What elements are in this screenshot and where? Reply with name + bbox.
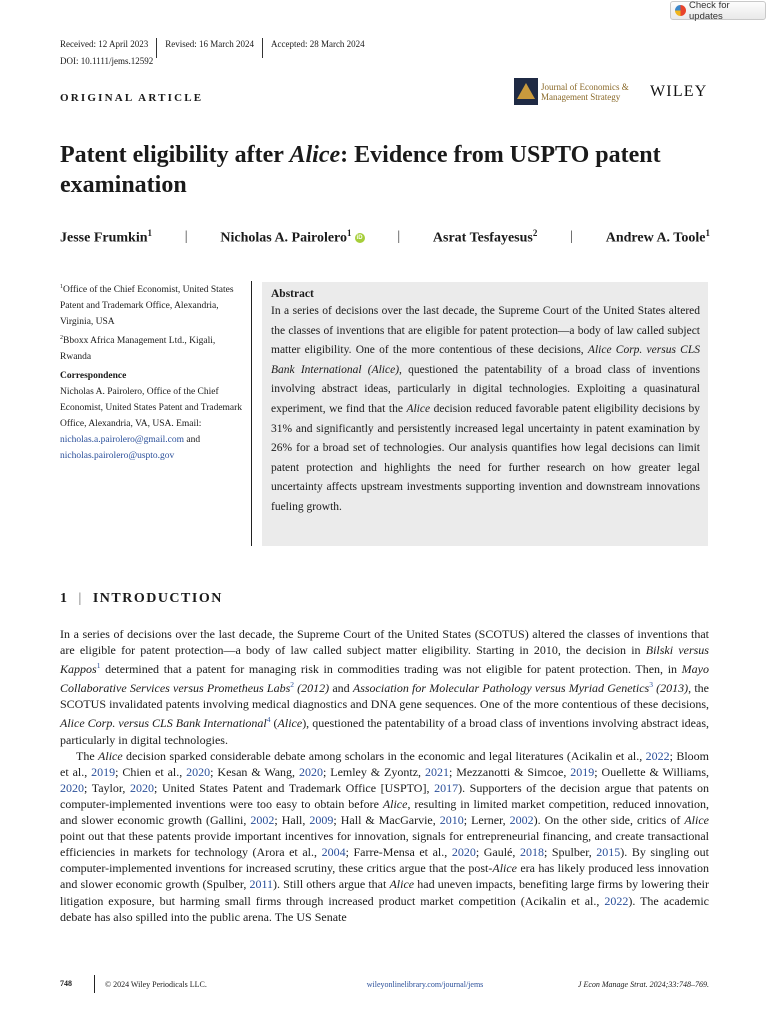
article-title: Patent eligibility after Alice: Evidence from USPTO patent examination — [60, 142, 661, 198]
citation-link[interactable]: 2004 — [321, 845, 346, 860]
abstract-heading: Abstract — [271, 288, 314, 300]
citation-link[interactable]: 2021 — [424, 764, 449, 779]
abstract-text: In a series of decisions over the last decade, the Supreme Court of the United States altered the classes of inventions that are eligible for patent protection—a body of law called subject matter eligibility. One of the more contentious of these decisions, Alice Corp. versus CLS Bank International (Alice), questioned the patentability of a broad class of inventions involving abstract ideas, particularly in digital technologies. Exploiting a quasinatural experiment, we find that the Alice decision reduced favorable patent eligibility decisions by 31% and significantly and persistently increased legal uncertainty in patent examination by 26% for a broad set of technologies. Our analysis quantifies how legal decisions can limit patent protection and highlights the need for further research on how greater legal uncertainty affects upstream investments supporting invention and downstream innovations fueling growth. — [271, 305, 700, 513]
author[interactable]: Nicholas A. Pairolero$^1$iD — [220, 228, 363, 246]
affiliation: $^2$Bboxx Africa Management Ltd., Kigali, Rwanda — [60, 335, 216, 363]
citation-link[interactable]: 2010 — [439, 813, 464, 828]
page-footer — [60, 975, 709, 993]
footnote-ref[interactable]: 2 — [290, 680, 294, 690]
citation-link[interactable]: 2019 — [91, 764, 116, 779]
affiliations — [60, 279, 248, 365]
email-link[interactable]: nicholas.a.pairolero@gmail.com — [60, 435, 185, 445]
citation-link[interactable]: 2020 — [451, 845, 476, 860]
email-link[interactable]: nicholas.pairolero@uspto.gov — [60, 451, 175, 461]
check-for-updates-label: Check for updates — [689, 0, 730, 22]
journal-logo-line1: Journal of Economics & — [541, 81, 629, 92]
citation-link[interactable]: 2002 — [250, 813, 275, 828]
page-number: 748 — [60, 975, 95, 993]
citation-link[interactable]: 2022 — [604, 893, 629, 908]
paragraph: In a series of decisions over the last decade, the Supreme Court of the United States (SCOTUS) altered the classes of inventions that are eligible for patent protection—a body of law called subject matter eligibility. Starting in 2010, the decision in Bilski versus Kappos$^1$ determined that a patent for managing risk in commodities trading was not eligible for patent protection. Then, in Mayo Collaborative Services versus Prometheus Labs$^2$ (2012) and Association for Molecular Pathology versus Myriad Genetics$^3$ (2013), the SCOTUS invalidated patents involving medical diagnostics and DNA gene sequences. One of the more contentious of these decisions, Alice Corp. versus CLS Bank International$^4$ (Alice), questioned the patentability of a broad class of inventions involving abstract ideas, particularly in digital technologies. — [60, 627, 709, 747]
citation-link[interactable]: 2002 — [509, 813, 534, 828]
journal-logo[interactable] — [514, 78, 642, 105]
author[interactable]: Asrat Tesfayesus$^2$ — [432, 228, 538, 246]
journal-logo-line2: Management Strategy — [541, 91, 621, 102]
correspondence-heading: Correspondence — [60, 371, 127, 381]
orcid-icon[interactable]: iD — [356, 235, 363, 242]
body-text — [60, 626, 709, 925]
abstract-box — [262, 282, 708, 546]
citation-link[interactable]: 2011 — [249, 877, 274, 892]
accepted-date: Accepted: 28 March 2024 — [262, 38, 373, 58]
journal-url-link[interactable]: wileyonlinelibrary.com/journal/jems — [366, 979, 484, 989]
affiliation: $^1$Office of the Chief Economist, United States Patent and Trademark Office, Alexandria, Virginia, USA — [60, 284, 234, 328]
journal-citation: J Econ Manage Strat. 2024;33:748–769. — [577, 979, 709, 989]
divider — [251, 281, 252, 546]
citation-link[interactable]: 2020 — [298, 764, 323, 779]
copyright: © 2024 Wiley Periodicals LLC. — [105, 979, 207, 989]
crossmark-icon — [675, 5, 686, 16]
article-dates — [60, 38, 373, 58]
received-date: Received: 12 April 2023 — [60, 39, 149, 49]
publisher-logo[interactable]: WILEY — [650, 83, 708, 100]
citation-link[interactable]: 2015 — [596, 845, 621, 860]
author-list: Jesse Frumkin$^1$ | Nicholas A. Pairolero$^1$iD | Asrat Tesfayesus$^2$ | Andrew A. Toole$^1$ — [60, 228, 710, 246]
journal-logo-icon — [514, 78, 538, 105]
citation-link[interactable]: 2020 — [186, 764, 211, 779]
citation-link[interactable]: 2019 — [570, 764, 595, 779]
author[interactable]: Andrew A. Toole$^1$ — [605, 228, 710, 246]
citation-link[interactable]: 2018 — [519, 845, 544, 860]
check-for-updates-button[interactable] — [670, 1, 766, 20]
footnote-ref[interactable]: 3 — [649, 680, 653, 690]
footnote-ref[interactable]: 4 — [266, 715, 271, 725]
citation-link[interactable]: 2020 — [60, 780, 84, 795]
citation-link[interactable]: 2020 — [130, 780, 155, 795]
paragraph: The Alice decision sparked considerable debate among scholars in the economic and legal literatures (Acikalin et al., 2022; Bloom et al., 2019; Chien et al., 2020; Kesan & Wang, 2020; Lemley & Zyontz, 2021; Mezzanotti & Simcoe, 2019; Ouellette & Williams, 2020; Taylor, 2020; United States Patent and Trademark Office [USPTO], 2017). Supporters of the decision argue that patents on computer-implemented inventions were too easy to obtain before Alice, resulting in limited market competition, reduced innovation, and slower economic growth (Gallini, 2002; Hall, 2009; Hall & MacGarvie, 2010; Lerner, 2002). On the other side, critics of Alice point out that these patents provide important incentives for innovation, signals for entrepreneurial financing, and create transactional efficiencies in markets for technology (Arora et al., 2004; Farre-Mensa et al., 2020; Gaulé, 2018; Spulber, 2015). By singling out computer-implemented inventions for increased scrutiny, these critics argue that the post-Alice era has likely produced less innovation and slower economic growth (Spulber, 2011). Still others argue that Alice had uneven impacts, benefiting large firms by lowering their litigation exposure, but harming small firms through increased product market competition (Acikalin et al., 2022). The academic debate has also spilled into the public arena. The US Senate — [60, 748, 710, 924]
citation-link[interactable]: 2009 — [309, 813, 334, 828]
author[interactable]: Jesse Frumkin$^1$ — [60, 228, 152, 246]
correspondence: Correspondence Nicholas A. Pairolero, Office of the Chief Economist, United States Patent and Trademark Office, Alexandria, VA, USA. Email: nicholas.a.pairolero@gmail.com and nicholas.pairolero@uspto.gov — [60, 368, 248, 464]
doi: DOI: 10.1111/jems.12592 — [60, 56, 154, 66]
footnote-ref[interactable]: 1 — [96, 661, 101, 671]
article-type: ORIGINAL ARTICLE — [60, 92, 204, 104]
citation-link[interactable]: 2022 — [645, 748, 670, 763]
citation-link[interactable]: 2017 — [434, 780, 459, 795]
revised-date: Revised: 16 March 2024 — [156, 38, 262, 58]
section-heading: 1 | INTRODUCTION — [60, 591, 223, 606]
